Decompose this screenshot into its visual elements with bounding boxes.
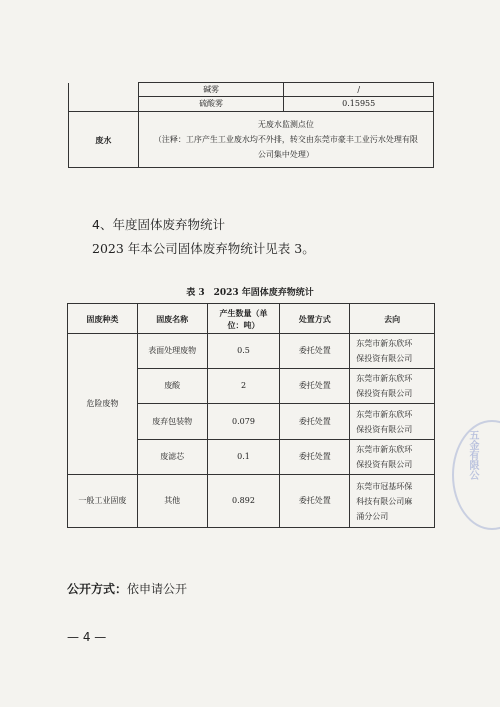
category-hazardous: 危险废物	[68, 334, 138, 475]
waste-destination: 东莞市新东欣环 保投资有限公司	[350, 334, 435, 369]
emissions-table	[68, 82, 434, 168]
waste-disposal: 委托处置	[280, 404, 350, 440]
waste-qty: 0.892	[207, 475, 280, 528]
pollutant-value: 0.15955	[284, 97, 434, 112]
company-seal: 五金有限公	[452, 420, 500, 530]
pollutant-value: /	[284, 83, 434, 97]
waste-qty: 0.5	[207, 334, 280, 369]
pollutant-name: 硫酸雾	[138, 97, 284, 112]
header-category: 固废种类	[68, 304, 138, 334]
waste-name: 废滤芯	[137, 440, 207, 475]
publication-value: 依申请公开	[127, 582, 188, 596]
page-number: — 4 —	[67, 630, 107, 644]
waste-name: 废弃包装物	[137, 404, 207, 440]
table-header-row	[68, 304, 435, 334]
solid-waste-table	[67, 303, 435, 528]
waste-destination: 东莞市新东欣环 保投资有限公司	[350, 369, 435, 404]
waste-name: 表面处理废物	[137, 334, 207, 369]
waste-destination: 东莞市冠基环保 科技有限公司麻 涌分公司	[350, 475, 435, 528]
table-row	[68, 334, 435, 369]
waste-disposal: 委托处置	[280, 369, 350, 404]
wastewater-note	[138, 112, 433, 168]
header-name: 固废名称	[137, 304, 207, 334]
section-text: 2023 年本公司固体废弃物统计见表 3。	[92, 241, 315, 256]
header-destination: 去向	[350, 304, 435, 334]
waste-disposal: 委托处置	[280, 475, 350, 528]
publication-method	[67, 580, 187, 597]
waste-name: 废酸	[137, 369, 207, 404]
waste-disposal: 委托处置	[280, 334, 350, 369]
waste-qty: 2	[207, 369, 280, 404]
wastewater-line: 无废水监测点位	[257, 120, 314, 129]
header-disposal: 处置方式	[280, 304, 350, 334]
pollutant-name: 碱雾	[138, 83, 284, 97]
waste-destination: 东莞市新东欣环 保投资有限公司	[350, 440, 435, 475]
waste-destination: 东莞市新东欣环 保投资有限公司	[350, 404, 435, 440]
wastewater-line: （注释：工序产生工业废水均不外排，转交由东莞市豪丰工业污水处理有限	[153, 135, 418, 144]
waste-name: 其他	[137, 475, 207, 528]
category-general: 一般工业固废	[68, 475, 138, 528]
header-quantity: 产生数量（单 位：吨）	[207, 304, 280, 334]
table-row	[68, 475, 435, 528]
waste-disposal: 委托处置	[280, 440, 350, 475]
section-heading: 4、年度固体废弃物统计	[92, 217, 225, 232]
wastewater-line: 公司集中处理）	[257, 150, 314, 159]
wastewater-label: 废水	[69, 112, 139, 168]
waste-qty: 0.1	[207, 440, 280, 475]
publication-label: 公开方式：	[67, 582, 128, 596]
waste-qty: 0.079	[207, 404, 280, 440]
table-caption: 表 3 2023 年固体废弃物统计	[186, 288, 314, 298]
